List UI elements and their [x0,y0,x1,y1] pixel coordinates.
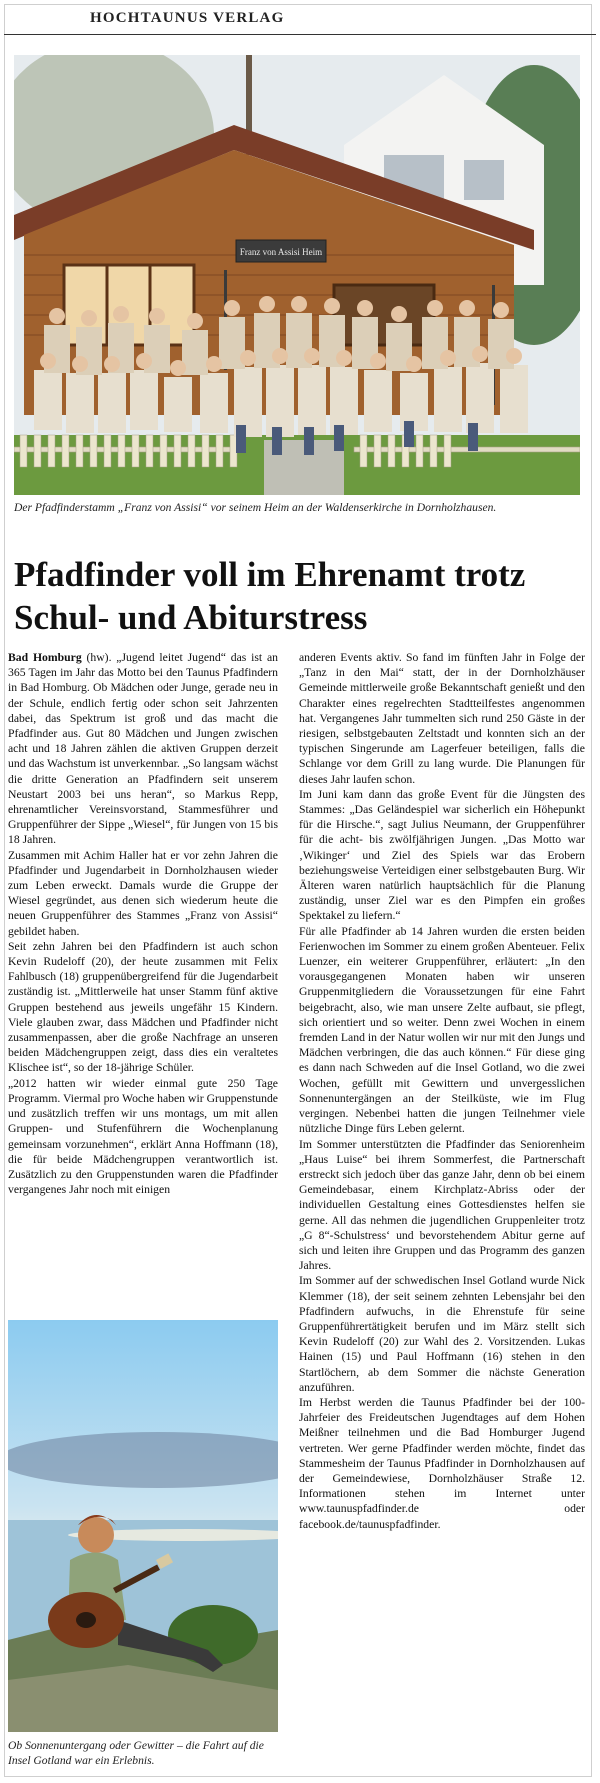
article-paragraph: Im Sommer auf der schwedischen Insel Gotland wurde Nick Klemmer (18), der seit seinem zehnten Lebensjahr bei den Pfadfindern aufwuchs, in die Ehrenstufe für seine Gruppenführertätigkeit berufen und im März stellt sich Kevin Rudeloff (20) zur Wahl des 2. Vorsitzenden. Lukas Hainen (15) und Paul Hoffmann (16) stehen in den Startlöchern, ab dem Sommer die nächste Generation anzuführen. [299,1274,585,1394]
gotland-photo-illustration [8,1320,278,1732]
group-photo-illustration [14,55,580,495]
article-paragraph: Seit zehn Jahren bei den Pfadfindern ist auch schon Kevin Rudeloff (20), der heute zusammen mit Felix Fahlbusch (18) gruppenübergreifend für die Jugendarbeit zuständig ist. „Mittlerweile hat unser Stamm fünf aktive Gruppen bestehend aus jeweils ungefähr 15 Kindern. Viele glauben zwar, dass Mädchen und Pfadfinder nicht zusammenpassen, aber die große Nachfrage an unseren beiden Mädchengruppen zeigt, dass dies ein veraltetes Klischee ist“, so der 18-jährige Schüler. [8,939,278,1075]
headline: Pfadfinder voll im Ehrenamt trotz Schul- und Abiturstress [14,555,526,637]
group-photo-caption: Der Pfadfinderstamm „Franz von Assisi“ vor seinem Heim an der Waldenserkirche in Dornholzhausen. [14,501,497,514]
masthead-rule [4,34,596,35]
dateline: Bad Homburg [8,651,82,664]
article-paragraph: „2012 hatten wir wieder einmal gute 250 Tage Programm. Viermal pro Woche haben wir Gruppenstunde und zusätzlich treffen wir uns montags, um mit allen Gruppen- und Stufenführern die Wochenplanung gemeinsam vorzunehmen“, erklärt Anna Hoffmann (18), die für beide Mädchengruppen verantwortlich ist. Zusätzlich zu den Gruppenstunden waren die Pfadfinder vergangenes Jahr noch mit einigen [8,1076,278,1197]
article-paragraph: Im Sommer unterstützten die Pfadfinder das Seniorenheim „Haus Luise“ bei ihrem Sommerfest, die Partnerschaft erstreckt sich jedoch über das ganze Jahr, denn ob bei einem Gemeindebasar, einem Kirchplatz-Abriss oder der individuellen Gestaltung eines Gottesdienstes helfen sie gerne. All das nehmen die jugendlichen Gruppenleiter trotz „G 8“-Schulstress‘ und bevorstehendem Abitur gerne auf sich und leiten ihre Gruppen und das Programm des ganzen Jahres. [299,1137,585,1273]
article-paragraph: Im Herbst werden die Taunus Pfadfinder bei der 100-Jahrfeier des Freideutschen Jugendtages auf dem Hohen Meißner teilnehmen und die Bad Homburger Jugend vertreten. Wer gerne Pfadfinder werden möchte, findet das Stammesheim der Taunus Pfadfinder in Dornholzhausen auf der Gemeindewiese, Dornholzhäuser Straße 12. Informationen stehen im Internet unter www.taunuspfadfinder.de oder facebook.de/taunuspfadfinder. [299,1395,585,1531]
article-paragraph: anderen Events aktiv. So fand im fünften Jahr in Folge der „Tanz in den Mai“ statt, der in der Dornholzhäuser Gemeinde mittlerweile große Bekanntschaft genießt und den Charakter eines regelrechten Stadtteilfestes angenommen hat. Vergangenes Jahr tummelten sich rund 250 Gäste in der riesigen, selbstgebauten Zeltstadt und konnten sich an der typischen Singerunde am Lagerfeuer beteiligen, falls die Schlange vor dem Grill zu lang wurde. Die Planungen für dieses Jahr laufen schon. [299,651,585,786]
article-paragraph: Für alle Pfadfinder ab 14 Jahren wurden die ersten beiden Ferienwochen im Sommer zu einem großen Abenteuer. Felix Luenzer, ein weiterer Gruppenführer, erläutert: „In den vorausgegangenen Monaten haben wir unseren Gruppenmitgliedern die Voraussetzungen für eine Fahrt beigebracht, also, wie man unsere Zelte aufbaut, sie pflegt, sich orientiert und so weiter. Denn zwei Wochen in einem fremden Land in der Natur wollen wir nur mit den Jungs und Mädchen verbringen, die das auch können.“ Für diese ging es dann nach Schweden auf die Insel Gotland, wo die zwei Wochen, gefüllt mit Gewittern und unvergesslichen Sonnenuntergängen an der Steilküste, wie im Flug vergingen. Nebenbei hatten die jungen Teilnehmer viele nützliche Dinge fürs Leben gelernt. [299,924,585,1136]
cabin-sign-text: Franz von Assisi Heim [239,247,323,257]
gotland-photo-caption: Ob Sonnenuntergang oder Gewitter – die Fahrt auf die Insel Gotland war ein Erlebnis. [8,1739,264,1767]
group-photo [14,55,580,495]
article-column-1 [8,650,278,1197]
article-paragraph: Zusammen mit Achim Haller hat er vor zehn Jahren die Pfadfinder und Jugendarbeit in Dornholzhausen wieder zum Leben erweckt. Damals wurde die Gruppe der Wiesel gegründet, aus denen sich wiederum heute die neuen Gruppenführer des Stammes „Franz von Assisi“ gebildet haben. [8,848,278,938]
article-column-2 [299,650,585,1532]
masthead: HOCHTAUNUS VERLAG [90,10,285,26]
article-paragraph: Bad Homburg (hw). „Jugend leitet Jugend“ das ist an 365 Tagen im Jahr das Motto bei den Taunus Pfadfindern in Bad Homburg. Ob Mädchen oder Junge, gerade neu in der Schule, endlich fertig oder schon seit Jahrzenten dabei, das Spektrum ist groß und das macht die Pfadfinder aus. Gut 80 Mädchen und Jungen zwischen acht und 18 Jahren zählen die aktiven Gruppen derzeit und das Wachstum ist unverkennbar. „So langsam wächst die dritte Generation an Pfadfindern seit unserem Neustart 2003 bei uns heran“, so Markus Repp, ehrenamtlicher Vereinsvorstand, Stammesführer und Gruppenführer der Sippe „Wiesel“, für Jungen von 15 bis 18 Jahren. [8,651,279,847]
article-paragraph: Im Juni kam dann das große Event für die Jüngsten des Stammes: „Das Geländespiel war sicherlich ein Höhepunkt für die Hirsche.“, sagt Julius Neumann, der Gruppenführer für die acht- bis zwölfjährigen Jungen. „Das Motto war ‚Wikinger‘ und Ziel des Spiels war das Erobern beziehungsweise Verteidigen einer selbstgebauten Burg. Wir Älteren waren natürlich hauptsächlich für die Planung zuständig, unser Ziel war es den Pimpfen ein großes Spektakel zu liefern.“ [299,787,585,923]
gotland-photo [8,1320,278,1732]
